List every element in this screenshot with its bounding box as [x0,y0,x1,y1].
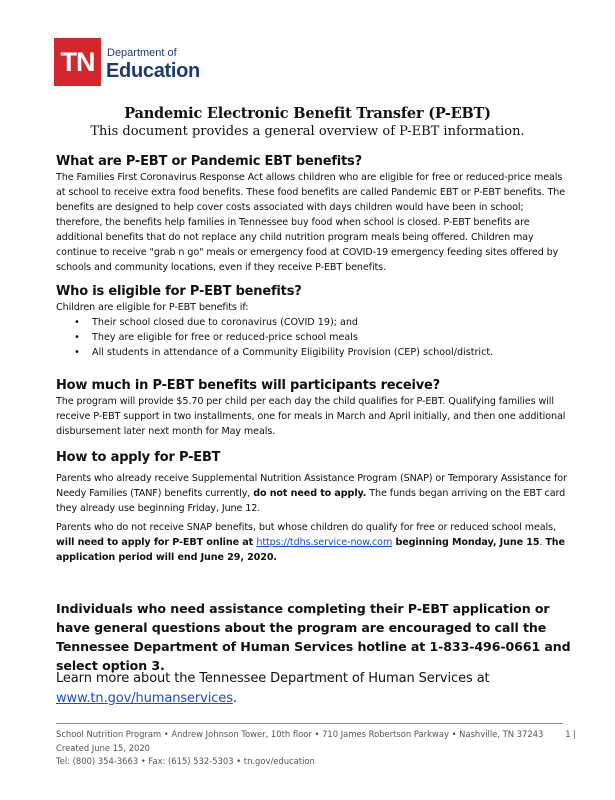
section-heading: Who is eligible for P-EBT benefits? [56,284,302,299]
section-heading: How much in P-EBT benefits will participants receive? [56,378,441,393]
section-heading: How to apply for P-EBT [56,450,221,465]
document-title: Pandemic Electronic Benefit Transfer (P-EBT) [124,105,491,122]
footer-contact: Tel: (800) 354-3663 • Fax: (615) 532-5303 • tn.gov/education [56,756,315,766]
page-footer [56,728,576,769]
assistance-note: Individuals who need assistance completing their P-EBT application or have general questions about the program are encouraged to call the Tennessee Department of Human Services hotline at 1-833-496-0661 and select option 3. [56,601,571,673]
apply-paragraph-snap: Parents who already receive Supplemental Nutrition Assistance Program (SNAP) or Temporary Assistance for Needy Families (TANF) benefits currently, do not need to apply. The funds began arriving on the EBT card they already use beginning Friday, June 12. [56,473,567,514]
application-link[interactable]: https://tdhs.service-now.com [256,537,393,548]
footer-created-date: Created June 15, 2020 [56,742,151,753]
document-header [0,104,615,140]
tn-badge: TN [54,38,101,86]
section-body: The Families First Coronavirus Response Act allows children who are eligible for free or reduced-price meals at school to receive extra food benefits. These food benefits are called Pandemic EBT or P-EBT benefits. The benefits are designed to help cover costs associated with days children would have been in school; therefore, the benefits help families in Tennessee buy food when school is closed. P-EBT benefits are additional benefits that do not replace any child nutrition program meals being offered. Children may continue to receive "grab n go" meals or emergency food at COVID-19 emergency feeding sites offered by schools and community locations, even if they receive P-EBT benefits. [56,172,566,273]
section-what-is-pebt [56,153,571,275]
footer-divider [56,723,563,724]
logo-department-text: Department of [107,47,177,59]
section-intro: Children are eligible for P-EBT benefits if: [56,302,249,313]
footer-address: School Nutrition Program • Andrew Johnson Tower, 10th floor • 710 James Robertson Parkway • Nashville, TN 37243 [56,729,544,739]
apply-paragraph-non-snap: Parents who do not receive SNAP benefits, but whose children do qualify for free or reduced school meals, will need to apply for P-EBT online at https://tdhs.service-now.com beginning Monday, June 15. The application period will end June 29, 2020. [56,522,565,563]
list-item: • All students in attendance of a Community Eligibility Provision (CEP) school/district. [74,345,571,360]
learn-more: Learn more about the Tennessee Department of Human Services at www.tn.gov/humanservices. [56,671,490,706]
section-how-to-apply [56,449,571,565]
page-number: 1 | [565,729,576,739]
logo-education-text: Education [106,60,200,82]
section-benefit-amount [56,377,571,439]
section-eligibility [56,283,571,360]
list-item: • Their school closed due to coronavirus (COVID 19); and [74,315,571,330]
eligibility-list [74,315,571,360]
list-item: • They are eligible for free or reduced-price school meals [74,330,571,345]
tn-education-logo [54,38,200,86]
section-body: The program will provide $5.70 per child per each day the child qualifies for P-EBT. Qualifying families will receive P-EBT support in two installments, one for meals in March and April initially, and then one additional disbursement later next month for May meals. [56,396,566,437]
document-subtitle: This document provides a general overview of P-EBT information. [90,124,525,139]
humanservices-link[interactable]: www.tn.gov/humanservices [56,691,233,706]
no-apply-needed-text: do not need to apply. [253,488,367,499]
section-heading: What are P-EBT or Pandemic EBT benefits? [56,154,362,169]
